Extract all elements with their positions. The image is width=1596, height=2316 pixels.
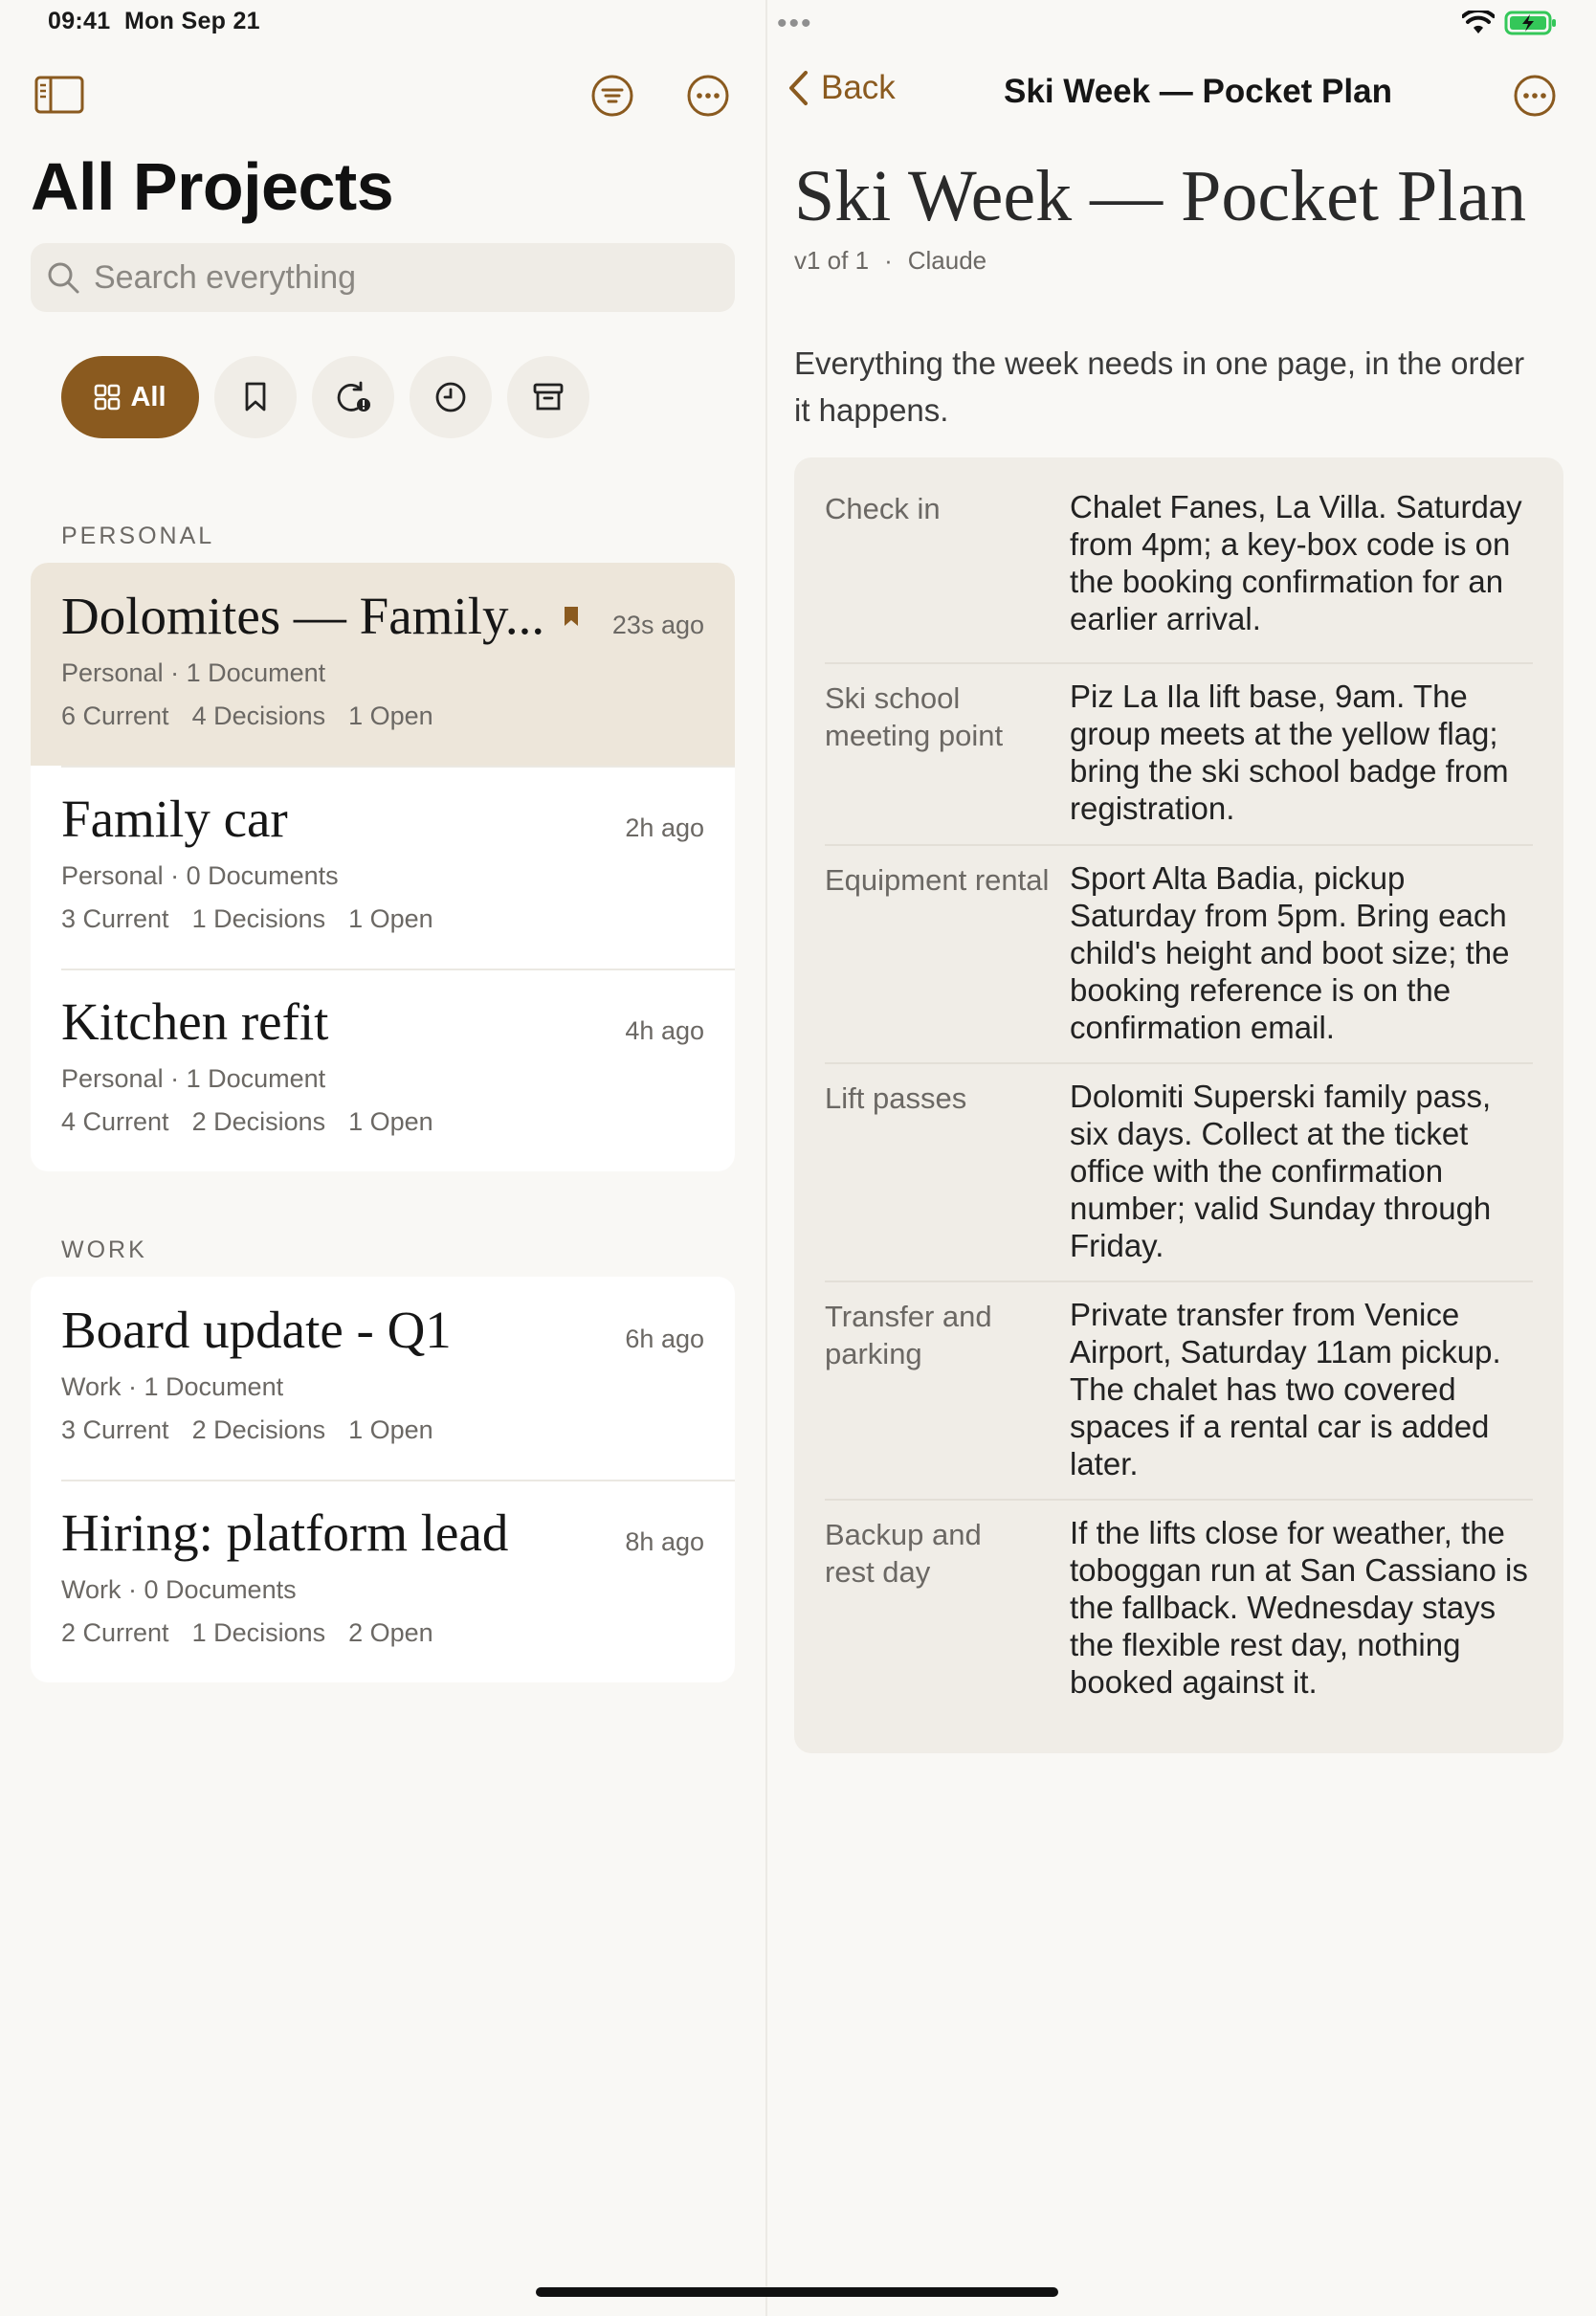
open-count: 1 Open: [348, 1107, 433, 1136]
projects-pane: [0, 0, 765, 2316]
project-meta: Personal · 0 Documents: [61, 861, 339, 890]
chevron-left-icon: [787, 69, 809, 107]
project-stats: [61, 904, 433, 934]
project-time: 2h ago: [625, 813, 704, 842]
multitasking-dots-icon[interactable]: •••: [777, 8, 813, 39]
project-row-dolomites[interactable]: [31, 563, 735, 766]
row-value: Private transfer from Venice Airport, Saturday 11am pickup. The chalet has two covered spaces if a rental car is added later.: [1070, 1297, 1501, 1481]
project-time: 23s ago: [611, 611, 704, 639]
date-text: Mon Sep 21: [123, 8, 260, 34]
filter-icon[interactable]: [589, 73, 635, 119]
meta-separator: ·: [884, 246, 893, 275]
project-title: Board update - Q1: [61, 1301, 452, 1359]
back-button[interactable]: [787, 69, 896, 107]
clock-text: 09:41: [48, 8, 111, 34]
project-meta: Work · 0 Documents: [61, 1575, 297, 1604]
project-title: Family car: [61, 790, 288, 848]
filter-recent-button[interactable]: [410, 356, 492, 438]
project-title: [61, 586, 579, 646]
search-bar[interactable]: [31, 243, 735, 312]
table-row: [825, 1062, 1533, 1280]
search-input[interactable]: [94, 259, 687, 297]
refresh-alert-icon: [334, 380, 372, 414]
archive-icon: [532, 382, 565, 412]
table-row: [825, 1280, 1533, 1499]
document-meta: [794, 246, 986, 276]
project-stats: [61, 1415, 433, 1445]
section-label-work: WORK: [61, 1236, 147, 1263]
table-row: [825, 844, 1533, 1062]
project-stats: [61, 1618, 433, 1648]
project-time: 4h ago: [625, 1016, 704, 1045]
document-intro: Everything the week needs in one page, in the order it happens.: [794, 345, 1525, 428]
plan-table: [794, 457, 1563, 1753]
project-meta: Personal · 1 Document: [61, 658, 326, 687]
current-count: 4 Current: [61, 1107, 169, 1136]
open-count: 1 Open: [348, 701, 433, 730]
project-doc-count: 1 Document: [144, 1372, 284, 1401]
document-title: Ski Week — Pocket Plan: [794, 156, 1527, 236]
filter-needs-attention-button[interactable]: [312, 356, 394, 438]
row-key: Ski school meeting point: [825, 681, 1004, 752]
row-key: Check in: [825, 492, 941, 525]
open-count: 1 Open: [348, 904, 433, 933]
row-value: Sport Alta Badia, pickup Saturday from 5pm. Bring each child's height and boot size; the booking reference is on the confirmation email.: [1070, 860, 1510, 1045]
row-key: Equipment rental: [825, 863, 1050, 897]
author-label: Claude: [907, 246, 987, 275]
filter-bookmarked-button[interactable]: [214, 356, 297, 438]
table-row: [825, 480, 1533, 662]
project-meta: Work · 1 Document: [61, 1372, 284, 1401]
project-row-kitchen-refit[interactable]: [31, 969, 735, 1171]
sidebar-toggle-icon[interactable]: [34, 75, 84, 115]
project-doc-count: 1 Document: [186, 1064, 326, 1093]
decisions-count: 1 Decisions: [191, 1618, 326, 1647]
project-row-board-update[interactable]: [31, 1277, 735, 1480]
row-value: Dolomiti Superski family pass, six days. Collect at the ticket office with the confirmation number; valid Sunday through Friday.: [1070, 1079, 1492, 1263]
project-time: 8h ago: [625, 1527, 704, 1556]
row-key: Backup and rest day: [825, 1518, 982, 1589]
page-title: All Projects: [31, 149, 394, 224]
open-count: 1 Open: [348, 1415, 433, 1444]
nav-title: Ski Week — Pocket Plan: [1004, 73, 1392, 110]
project-category: Work: [61, 1372, 122, 1401]
filter-chips: [61, 356, 589, 438]
project-category: Personal: [61, 1064, 164, 1093]
decisions-count: 1 Decisions: [191, 904, 326, 933]
row-value: Piz La Ila lift base, 9am. The group meets at the yellow flag; bring the ski school badge from registration.: [1070, 679, 1509, 826]
filter-all-label: All: [130, 381, 166, 412]
grid-icon: [94, 384, 121, 411]
current-count: 3 Current: [61, 1415, 169, 1444]
decisions-count: 2 Decisions: [191, 1415, 326, 1444]
filter-all-button[interactable]: [61, 356, 199, 438]
project-category: Personal: [61, 658, 164, 687]
search-icon: [46, 260, 80, 295]
home-indicator[interactable]: [536, 2287, 1058, 2297]
bookmark-icon: [243, 382, 268, 412]
version-label[interactable]: v1 of 1: [794, 246, 870, 275]
more-options-icon[interactable]: [685, 73, 731, 119]
row-value: Chalet Fanes, La Villa. Saturday from 4pm; a key-box code is on the booking confirmation for an earlier arrival.: [1070, 489, 1522, 636]
current-count: 2 Current: [61, 1618, 169, 1647]
project-stats: [61, 1107, 433, 1137]
table-row: [825, 662, 1533, 844]
row-key: Transfer and parking: [825, 1300, 992, 1370]
decisions-count: 4 Decisions: [191, 701, 326, 730]
project-doc-count: 1 Document: [186, 658, 326, 687]
row-key: Lift passes: [825, 1081, 967, 1115]
current-count: 6 Current: [61, 701, 169, 730]
clock-icon: [434, 381, 467, 413]
project-title: Hiring: platform lead: [61, 1503, 509, 1562]
open-count: 2 Open: [348, 1618, 433, 1647]
work-project-list: [31, 1277, 735, 1682]
project-time: 6h ago: [625, 1325, 704, 1353]
project-meta: Personal · 1 Document: [61, 1064, 326, 1093]
document-more-icon[interactable]: [1512, 73, 1558, 119]
section-label-personal: PERSONAL: [61, 523, 215, 549]
project-title: Kitchen refit: [61, 992, 329, 1051]
project-row-family-car[interactable]: [31, 766, 735, 969]
project-doc-count: 0 Documents: [186, 861, 339, 890]
document-pane: [767, 0, 1596, 2316]
filter-archived-button[interactable]: [507, 356, 589, 438]
back-label: Back: [821, 69, 896, 106]
project-category: Work: [61, 1575, 122, 1604]
project-doc-count: 0 Documents: [144, 1575, 297, 1604]
decisions-count: 2 Decisions: [191, 1107, 326, 1136]
project-category: Personal: [61, 861, 164, 890]
bookmark-filled-icon: [564, 606, 579, 627]
personal-project-list: [31, 563, 735, 1171]
project-title-text: Dolomites — Family...: [61, 587, 545, 645]
current-count: 3 Current: [61, 904, 169, 933]
row-value: If the lifts close for weather, the toboggan run at San Cassiano is the fallback. Wednesday stays the flexible rest day, nothing booked against it.: [1070, 1515, 1528, 1700]
table-row: [825, 1499, 1533, 1717]
project-row-hiring-platform-lead[interactable]: [31, 1480, 735, 1682]
project-stats: [61, 701, 433, 731]
